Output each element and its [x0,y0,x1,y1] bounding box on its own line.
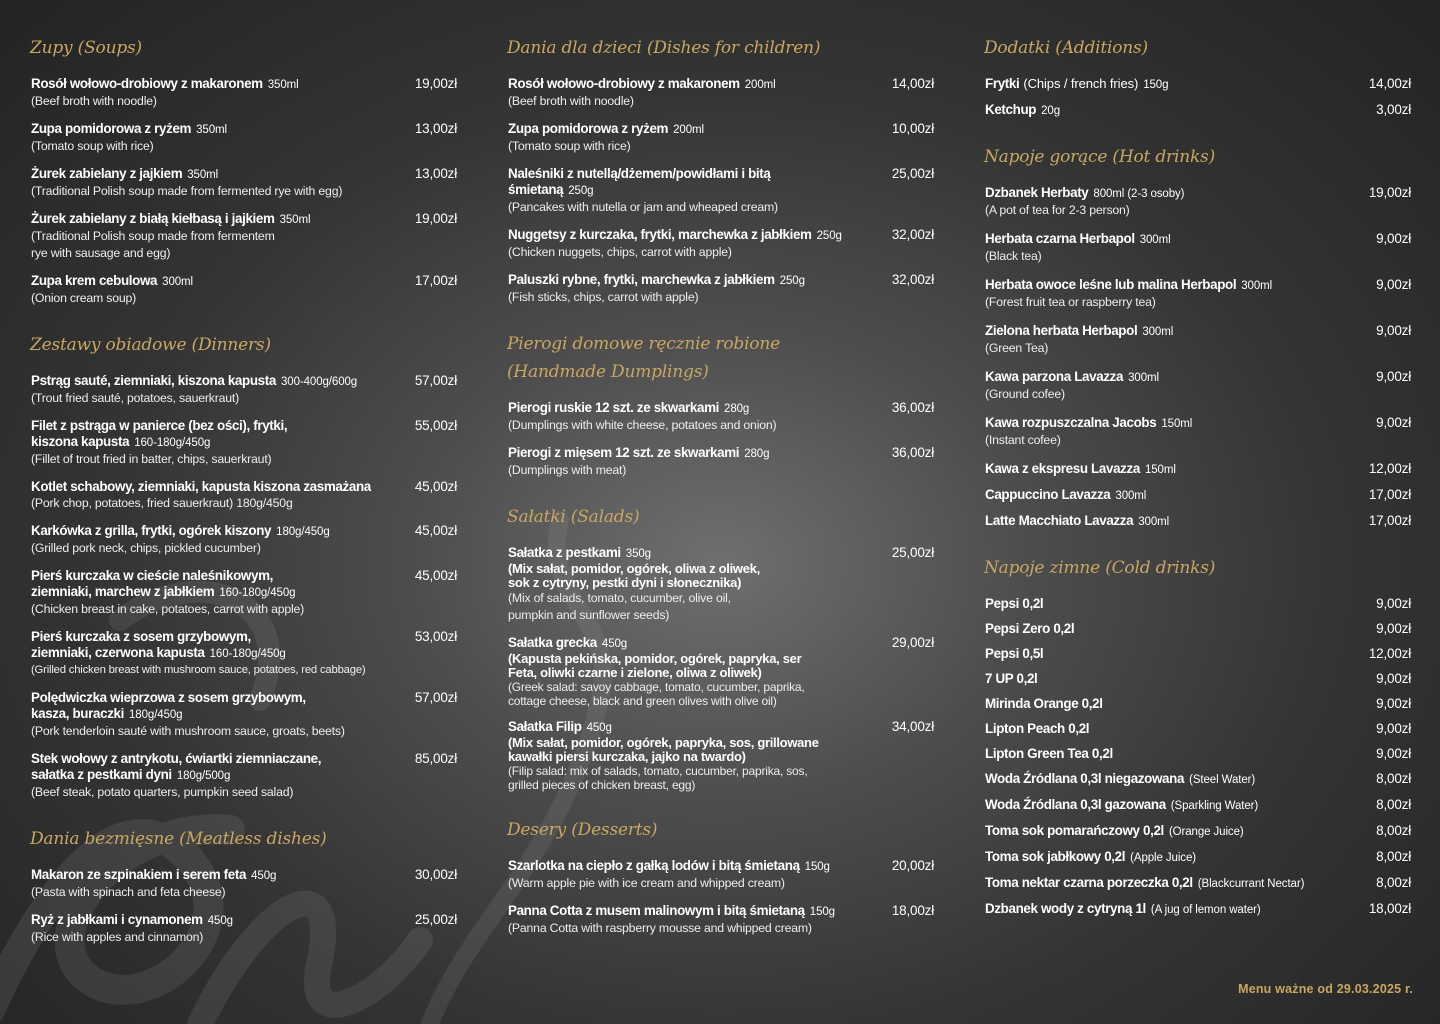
menu-item [985,231,1411,265]
item-name-line [985,621,1327,637]
item-name: Karkówka z grilla, frytki, ogórek kiszony [31,523,272,538]
item-size: 350ml [279,214,311,226]
item-description: (Chicken breast in cake, potatoes, carrot with apple) [31,602,305,616]
item-size: 250g [779,275,805,287]
item-size: 450g [586,722,612,734]
item-price: 13,00zł [414,121,457,136]
item-name: Dzbanek wody z cytryną 1l [985,901,1146,916]
menu-item [31,479,457,512]
menu-item [508,903,934,937]
item-name-line [985,849,1327,866]
item-name: Pepsi Zero 0,2l [985,621,1075,636]
menu-item [985,746,1411,762]
item-size: 300ml [1142,326,1174,338]
item-name: Panna Cotta z musem malinowym i bitą śmietaną [508,903,805,918]
item-size: 200ml [673,124,704,136]
item-name-line [985,823,1327,840]
item-price: 45,00zł [414,479,457,494]
menu-item [31,629,457,679]
item-size: (Apple Juice) [1130,852,1196,864]
item-price: 20,00zł [891,858,934,873]
item-size: 300ml [1138,516,1170,528]
item-price: 9,00zł [1376,323,1411,338]
menu-item [985,901,1411,918]
item-name: Latte Macchiato Lavazza [985,513,1134,528]
item-ingredients: (Kapusta pekińska, pomidor, ogórek, papryka, ser Feta, oliwki czarne i zielone, oliwa z oliwek) [508,651,802,680]
item-price: 19,00zł [414,76,457,91]
item-name-line [508,400,850,417]
item-name: Kawa rozpuszczalna Jacobs [985,415,1157,430]
item-name: Polędwiczka wieprzowa z sosem grzybowym, kasza, buraczki [31,690,306,721]
item-name-line [31,751,373,784]
item-name-line [985,277,1327,294]
item-price: 9,00zł [1376,696,1411,711]
menu-item [31,568,457,618]
item-name: Stek wołowy z antrykotu, ćwiartki ziemniaczane, sałatka z pestkami dyni [31,751,322,782]
item-name-line [31,211,373,228]
item-description: (Dumplings with white cheese, potatoes and onion) [508,418,777,432]
item-size: (Orange Juice) [1168,826,1244,838]
item-description: (Traditional Polish soup made from fermented rye with egg) [31,184,343,198]
item-price: 14,00zł [891,76,934,91]
item-name: Szarlotka na ciepło z gałką lodów i bitą śmietaną [508,858,800,873]
item-price: 25,00zł [891,545,934,560]
item-description: (Grilled pork neck, chips, pickled cucumber) [31,541,261,555]
menu-item [985,797,1411,814]
item-size: 180g/450g [276,526,330,538]
item-name-line [985,671,1327,687]
menu-item [31,690,457,740]
item-name-line [985,231,1327,248]
item-size: 20g [1041,105,1061,117]
menu-item [31,912,457,946]
section-title: Sałatki (Salads) [507,507,640,527]
item-size: 180g/450g [129,709,183,721]
item-name-line [508,166,850,199]
item-name-line [985,185,1327,202]
item-name-line [508,227,850,244]
item-ingredients: (Mix sałat, pomidor, ogórek, oliwa z oliwek, sok z cytryny, pestki dyni i słonecznika) [508,561,760,590]
item-description: (Fillet of trout fried in batter, chips, sauerkraut) [31,452,272,466]
menu-item [31,166,457,200]
item-size: 300ml [1241,280,1273,292]
menu-item [985,671,1411,687]
item-size: 150ml [1161,418,1193,430]
item-name: Paluszki rybne, frytki, marchewka z jabłkiem [508,272,775,287]
item-name-line [508,903,850,920]
item-name-line [508,545,850,562]
menu-item [31,76,457,110]
item-name-line [31,629,373,662]
item-name-line [31,418,373,451]
item-name: Zielona herbata Herbapol [985,323,1138,338]
menu-item [508,635,934,708]
item-description: (Mix of salads, tomato, cucumber, olive oil, pumpkin and sunflower seeds) [508,591,731,622]
menu-item [985,849,1411,866]
item-name: Toma sok pomarańczowy 0,2l [985,823,1164,838]
menu-column-3 [985,34,1411,927]
item-name: Kotlet schabowy, ziemniaki, kapusta kiszona zasmażana [31,479,371,494]
menu-item [985,696,1411,712]
item-name: 7 UP 0,2l [985,671,1038,686]
item-size: 800ml (2-3 osoby) [1093,188,1185,200]
item-price: 18,00zł [1368,901,1411,916]
item-price: 36,00zł [891,400,934,415]
item-description: (Filip salad: mix of salads, tomato, cucumber, paprika, sos, grilled pieces of chicken breast, egg) [508,764,808,792]
item-name: Rosół wołowo-drobiowy z makaronem [31,76,263,91]
item-description: (Pancakes with nutella or jam and wheaped cream) [508,200,778,214]
section-title: Napoje zimne (Cold drinks) [984,558,1216,578]
section-title: Zestawy obiadowe (Dinners) [30,335,271,355]
item-price: 8,00zł [1376,797,1411,812]
item-description: (Tomato soup with rice) [31,139,154,153]
item-price: 18,00zł [891,903,934,918]
item-description: (Trout fried sauté, potatoes, sauerkraut) [31,391,240,405]
menu-item [508,76,934,110]
item-description: (Green Tea) [985,341,1049,355]
menu-item [985,487,1411,504]
section-title: Dodatki (Additions) [984,38,1148,58]
item-size: 450g [251,870,277,882]
item-description: (Warm apple pie with ice cream and whipped cream) [508,876,785,890]
item-size: 150g [804,861,830,873]
menu-item [985,277,1411,311]
item-name: Pepsi 0,2l [985,596,1044,611]
item-price: 34,00zł [891,719,934,734]
item-size: 350ml [267,79,299,91]
item-price: 32,00zł [891,227,934,242]
section-title: Dania dla dzieci (Dishes for children) [507,38,821,58]
item-price: 32,00zł [891,272,934,287]
item-price: 19,00zł [414,211,457,226]
item-description: (A pot of tea for 2-3 person) [985,203,1130,217]
menu-item [985,513,1411,530]
item-name: Lipton Peach 0,2l [985,721,1090,736]
item-description: (Rice with apples and cinnamon) [31,930,204,944]
section-title: Napoje gorące (Hot drinks) [984,147,1216,167]
item-name-line [508,635,850,652]
item-name: Rosół wołowo-drobiowy z makaronem [508,76,740,91]
item-price: 9,00zł [1376,671,1411,686]
item-description: (Pasta with spinach and feta cheese) [31,885,226,899]
menu-item [508,227,934,261]
menu-item [508,400,934,434]
item-description-inline: (Chips / french fries) [1023,76,1139,91]
item-description: (Fish sticks, chips, carrot with apple) [508,290,699,304]
item-name: Cappuccino Lavazza [985,487,1111,502]
menu-item [31,751,457,801]
item-price: 25,00zł [414,912,457,927]
menu-item [985,771,1411,788]
item-size: 160-180g/450g [134,437,211,449]
menu-item [31,273,457,307]
item-size: 160-180g/450g [209,648,286,660]
item-size: 200ml [744,79,776,91]
item-name-line [508,76,850,93]
item-name-line [508,719,850,736]
menu-item [508,858,934,892]
item-name: Makaron ze szpinakiem i serem feta [31,867,247,882]
item-size: 280g [724,403,750,415]
item-price: 9,00zł [1376,415,1411,430]
item-size: (Sparkling Water) [1170,800,1259,812]
item-description: (Onion cream soup) [31,291,137,305]
item-price: 29,00zł [891,635,934,650]
item-price: 57,00zł [414,373,457,388]
item-name: Pstrąg sauté, ziemniaki, kiszona kapusta [31,373,276,388]
item-name-line [31,373,373,390]
menu-item [985,76,1411,93]
item-name: Herbata czarna Herbapol [985,231,1135,246]
item-name: Frytki [985,76,1020,91]
item-name: Pepsi 0,5l [985,646,1044,661]
item-price: 9,00zł [1376,621,1411,636]
item-name-line [985,102,1327,119]
item-name: Toma nektar czarna porzeczka 0,2l [985,875,1193,890]
item-price: 10,00zł [891,121,934,136]
item-name-line [985,696,1327,712]
item-name: Pierś kurczaka z sosem grzybowym, ziemniaki, czerwona kapusta [31,629,251,660]
item-size: 250g [816,230,842,242]
item-name: Sałatka grecka [508,635,597,650]
item-name-line [985,797,1327,814]
menu-item [985,461,1411,478]
item-name: Filet z pstrąga w panierce (bez ości), frytki, kiszona kapusta [31,418,288,449]
menu-item [31,121,457,155]
item-name-line [985,901,1327,918]
item-name-line [985,76,1327,93]
item-price: 57,00zł [414,690,457,705]
item-description: (Traditional Polish soup made from fermentem rye with sausage and egg) [31,229,275,260]
menu-item [985,369,1411,403]
item-name: Dzbanek Herbaty [985,185,1089,200]
menu-item [508,272,934,306]
item-size: 300ml [1115,490,1147,502]
item-price: 3,00zł [1376,102,1411,117]
item-name-line [31,867,373,884]
menu-column-1 [31,34,457,957]
item-description: (Panna Cotta with raspberry mousse and whipped cream) [508,921,812,935]
item-name: Woda Źródlana 0,3l niegazowana [985,771,1185,786]
item-name-line [985,415,1327,432]
item-name: Ketchup [985,102,1037,117]
item-price: 9,00zł [1376,746,1411,761]
item-name: Sałatka z pestkami [508,545,621,560]
item-name: Mirinda Orange 0,2l [985,696,1103,711]
item-price: 13,00zł [414,166,457,181]
menu-item [508,719,934,792]
item-name: Naleśniki z nutellą/dżemem/powidłami i bitą śmietaną [508,166,771,197]
item-price: 12,00zł [1368,646,1411,661]
item-price: 8,00zł [1376,823,1411,838]
item-name-line [508,445,850,462]
item-name-line [985,487,1327,504]
item-name-line [985,461,1327,478]
item-price: 8,00zł [1376,875,1411,890]
item-name: Nuggetsy z kurczaka, frytki, marchewka z jabłkiem [508,227,812,242]
item-name-line [985,596,1327,612]
item-name-line [985,771,1327,788]
item-name: Żurek zabielany z białą kiełbasą i jajkiem [31,211,275,226]
item-description: (Black tea) [985,249,1042,263]
item-name-line [508,272,850,289]
item-name: Zupa krem cebulowa [31,273,158,288]
menu-column-2 [508,34,934,948]
item-name-line [985,875,1327,892]
item-price: 14,00zł [1368,76,1411,91]
item-size: 350ml [196,124,227,136]
item-name-line [31,479,373,495]
item-size: 160-180g/450g [219,587,296,599]
item-description: (Dumplings with meat) [508,463,627,477]
menu-item [508,121,934,155]
item-price: 9,00zł [1376,231,1411,246]
item-size: (A jug of lemon water) [1150,904,1261,916]
menu-item [985,102,1411,119]
item-name-line [31,273,373,290]
menu-item [985,596,1411,612]
item-price: 8,00zł [1376,771,1411,786]
item-description: (Grilled chicken breast with mushroom sauce, potatoes, red cabbage) [31,664,366,676]
item-name-line [31,690,373,723]
item-name-line [985,746,1327,762]
item-name: Pierogi z mięsem 12 szt. ze skwarkami [508,445,740,460]
item-name-line [508,858,850,875]
item-name: Zupa pomidorowa z ryżem [508,121,669,136]
menu-item [31,523,457,557]
item-price: 30,00zł [414,867,457,882]
item-price: 17,00zł [414,273,457,288]
item-size: 300ml [1139,234,1171,246]
section-title: Desery (Desserts) [507,820,658,840]
item-name: Pierogi ruskie 12 szt. ze skwarkami [508,400,720,415]
section-title: Pierogi domowe ręcznie robione (Handmade Dumplings) [507,334,780,382]
item-name-line [31,76,373,93]
item-price: 36,00zł [891,445,934,460]
item-name-line [508,121,850,138]
item-price: 12,00zł [1368,461,1411,476]
item-size: 150g [809,906,835,918]
item-price: 17,00zł [1368,487,1411,502]
item-description: (Pork chop, potatoes, fried sauerkraut) 180g/450g [31,496,293,510]
item-size: 350ml [187,169,219,181]
item-description: (Ground cofee) [985,387,1065,401]
menu-item [985,646,1411,662]
item-price: 9,00zł [1376,721,1411,736]
item-size: 150g [1143,79,1169,91]
item-name-line [985,369,1327,386]
menu-validity-note: Menu ważne od 29.03.2025 r. [1238,982,1413,996]
item-price: 45,00zł [414,523,457,538]
menu-item [985,415,1411,449]
item-price: 25,00zł [891,166,934,181]
item-price: 85,00zł [414,751,457,766]
menu-item [31,418,457,468]
menu-item [508,445,934,479]
item-description: (Instant cofee) [985,433,1061,447]
menu-item [985,185,1411,219]
item-price: 17,00zł [1368,513,1411,528]
item-name-line [31,912,373,929]
item-name: Zupa pomidorowa z ryżem [31,121,192,136]
item-description: (Pork tenderloin sauté with mushroom sauce, groats, beets) [31,724,345,738]
item-price: 19,00zł [1368,185,1411,200]
item-size: (Steel Water) [1189,774,1256,786]
item-name-line [985,513,1327,530]
item-name: Żurek zabielany z jajkiem [31,166,183,181]
item-ingredients: (Mix sałat, pomidor, ogórek, papryka, sos, grillowane kawałki piersi kurczaka, jajko na twardo) [508,735,819,764]
item-description: (Chicken nuggets, chips, carrot with apple) [508,245,732,259]
menu-item [31,373,457,407]
item-name: Woda Źródlana 0,3l gazowana [985,797,1166,812]
item-name: Kawa z ekspresu Lavazza [985,461,1140,476]
item-price: 45,00zł [414,568,457,583]
item-price: 8,00zł [1376,849,1411,864]
item-name-line [985,646,1327,662]
item-size: 450g [207,915,233,927]
item-size: 180g/500g [176,770,231,782]
menu-item [508,166,934,216]
item-size: 350g [625,548,651,560]
item-size: (Blackcurrant Nectar) [1197,878,1305,890]
item-description: (Forest fruit tea or raspberry tea) [985,295,1156,309]
item-name: Lipton Green Tea 0,2l [985,746,1113,761]
item-description: (Tomato soup with rice) [508,139,631,153]
menu-item [985,323,1411,357]
item-description: (Beef broth with noodle) [31,94,157,108]
item-price: 55,00zł [414,418,457,433]
item-name-line [985,323,1327,340]
menu-item [31,211,457,262]
item-name-line [31,166,373,183]
item-name: Sałatka Filip [508,719,582,734]
menu-item [508,545,934,624]
item-description: (Beef broth with noodle) [508,94,634,108]
item-size: 250g [568,185,594,197]
item-name-line [31,121,373,138]
item-name: Ryż z jabłkami i cynamonem [31,912,203,927]
item-price: 9,00zł [1376,277,1411,292]
item-price: 53,00zł [414,629,457,644]
item-name: Toma sok jabłkowy 0,2l [985,849,1126,864]
menu-item [985,875,1411,892]
section-title: Zupy (Soups) [30,38,142,58]
item-price: 9,00zł [1376,596,1411,611]
item-size: 450g [601,638,628,650]
item-name-line [31,568,373,601]
item-name-line [31,523,373,540]
menu-item [985,823,1411,840]
item-size: 300ml [1128,372,1159,384]
item-size: 300-400g/600g [281,376,358,388]
item-price: 9,00zł [1376,369,1411,384]
item-name-line [985,721,1327,737]
menu-item [985,721,1411,737]
item-name: Kawa parzona Lavazza [985,369,1124,384]
item-name: Herbata owoce leśne lub malina Herbapol [985,277,1237,292]
item-name: Pierś kurczaka w cieście naleśnikowym, ziemniaki, marchew z jabłkiem [31,568,274,599]
section-title: Dania bezmięsne (Meatless dishes) [30,829,327,849]
item-size: 150ml [1144,464,1176,476]
item-description: (Beef steak, potato quarters, pumpkin seed salad) [31,785,294,799]
item-description: (Greek salad: savoy cabbage, tomato, cucumber, paprika, cottage cheese, black and green olives with olive oil) [508,680,805,708]
menu-item [985,621,1411,637]
item-size: 300ml [162,276,193,288]
item-size: 280g [744,448,770,460]
menu-item [31,867,457,901]
